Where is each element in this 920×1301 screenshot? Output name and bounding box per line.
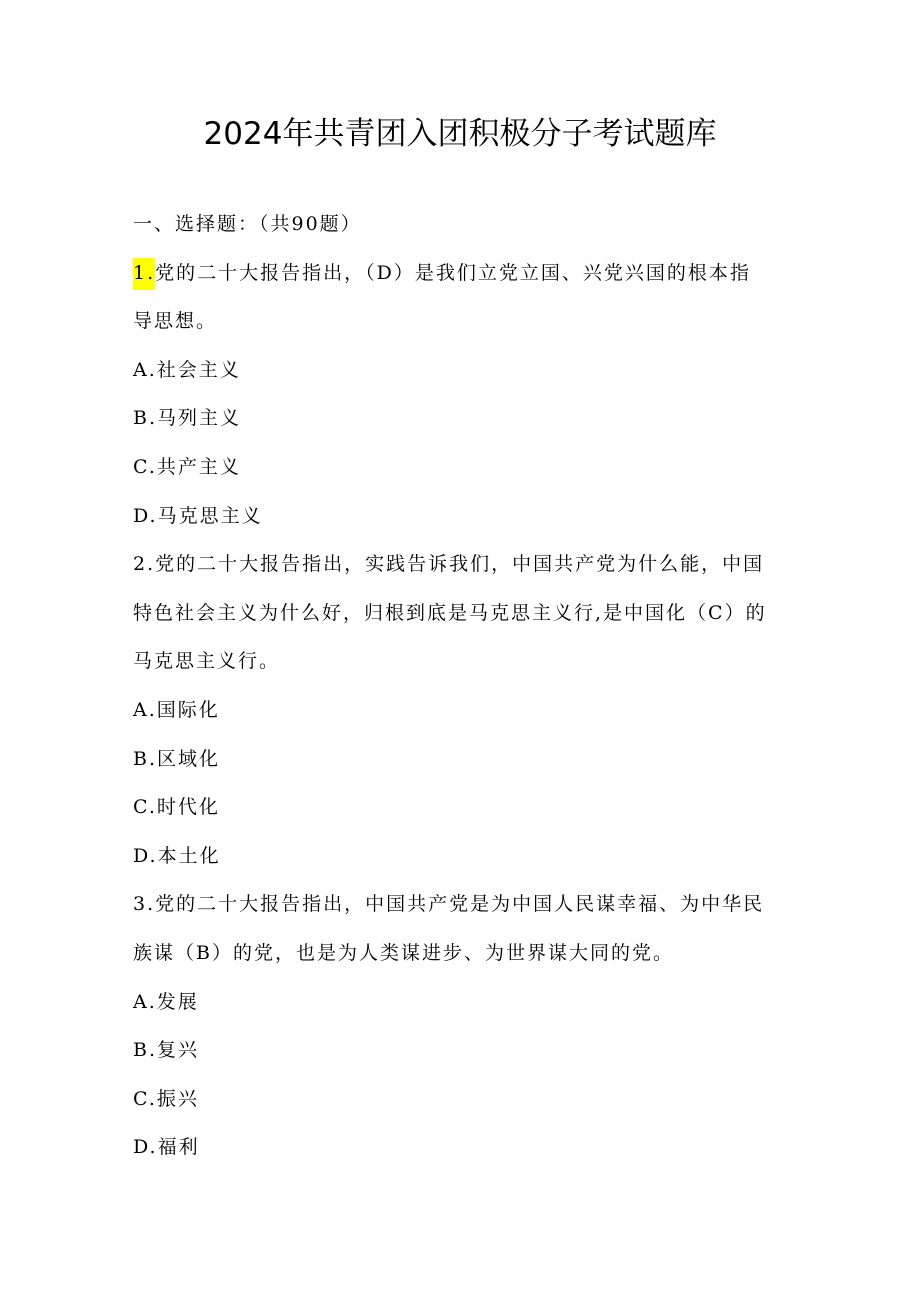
question-1 — [133, 249, 793, 541]
answer-option-a: A.发展 — [133, 990, 199, 1013]
question-text: 党的二十大报告指出，实践告诉我们，中国共产党为什么能，中国 — [155, 553, 765, 576]
section-heading: 一、选择题：（共90题） — [133, 213, 362, 235]
question-text-line: 族谋（B）的党，也是为人类谋进步、为世界谋大同的党。 — [133, 941, 674, 964]
document-title: 2024年共青团入团积极分子考试题库 — [203, 116, 717, 152]
answer-option-d: D.马克思主义 — [133, 504, 263, 527]
highlighted-question-number: 1. — [133, 258, 155, 290]
document-body — [133, 200, 793, 1172]
question-text-line — [133, 540, 793, 589]
question-3 — [133, 880, 793, 1172]
question-text: 党的二十大报告指出，中国共产党是为中国人民谋幸福、为中华民 — [155, 893, 765, 916]
answer-option-d: D.福利 — [133, 1136, 200, 1159]
answer-option-a: A.社会主义 — [133, 358, 241, 381]
answer-option-d: D.本土化 — [133, 844, 221, 867]
question-text-line: 特色社会主义为什么好，归根到底是马克思主义行,是中国化（C）的 — [133, 601, 767, 624]
answer-option-b: B.区域化 — [133, 747, 221, 770]
question-text-line — [133, 880, 793, 929]
question-2 — [133, 540, 793, 880]
question-number: 3. — [133, 893, 156, 916]
question-text-line: 马克思主义行。 — [133, 650, 281, 673]
answer-option-a: A.国际化 — [133, 698, 220, 721]
answer-option-b: B.复兴 — [133, 1039, 200, 1062]
question-text: 党的二十大报告指出，（D）是我们立党立国、兴党兴国的根本指 — [155, 261, 751, 284]
answer-option-b: B.马列主义 — [133, 407, 242, 430]
answer-option-c: C.共产主义 — [133, 455, 241, 478]
answer-option-c: C.振兴 — [133, 1087, 199, 1110]
answer-option-c: C.时代化 — [133, 796, 220, 819]
question-number: 2. — [133, 553, 156, 576]
question-text-line: 导思想。 — [133, 310, 218, 333]
question-text-line — [133, 249, 793, 298]
